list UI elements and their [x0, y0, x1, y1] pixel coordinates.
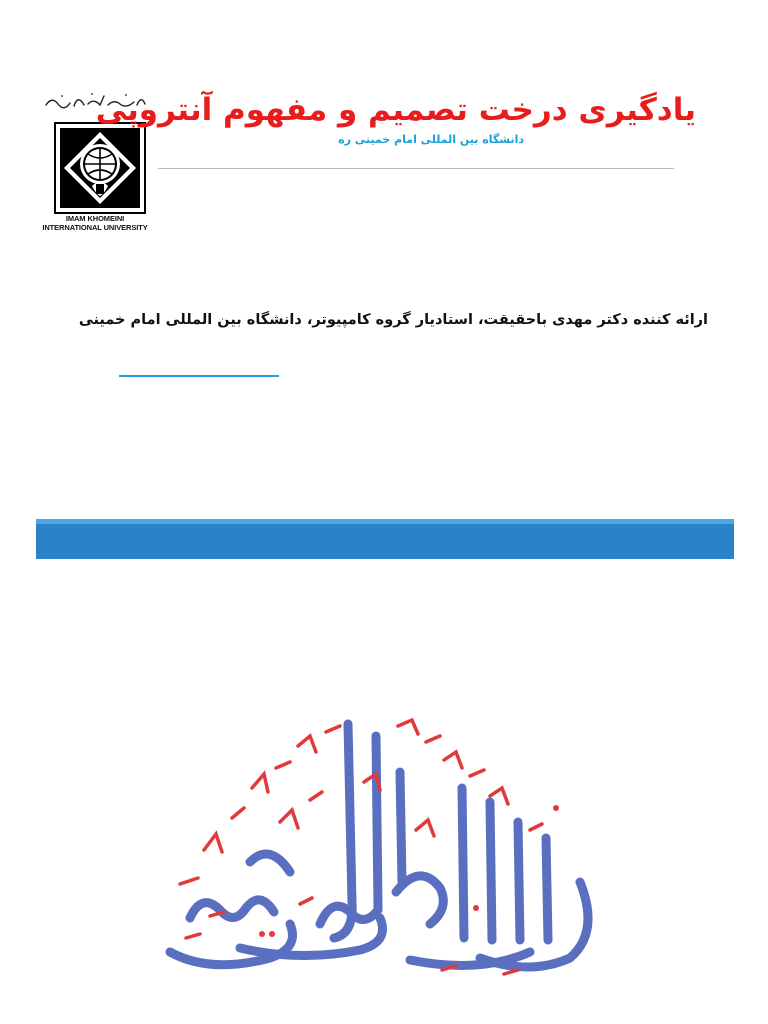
bismillah-calligraphy-icon: [150, 712, 620, 984]
blue-banner: [36, 519, 734, 559]
accent-divider: [119, 375, 279, 377]
banner-highlight: [36, 519, 734, 524]
presenter-line: ارائه کننده دکتر مهدی باحقیقت، استادیار گروه کامپیوتر، دانشگاه بین المللی امام خمینی: [78, 312, 708, 328]
logo-caption-line2: INTERNATIONAL UNIVERSITY: [42, 223, 148, 232]
header-divider: [158, 168, 674, 169]
document-subtitle: دانشگاه بین المللی امام خمینی ره: [338, 133, 524, 146]
emblem-icon: [54, 122, 146, 214]
document-title: یادگیری درخت تصمیم و مفهوم آنتروپی: [95, 92, 696, 128]
logo-caption-line1: IMAM KHOMEINI: [65, 214, 125, 223]
logo-caption: [36, 214, 154, 232]
